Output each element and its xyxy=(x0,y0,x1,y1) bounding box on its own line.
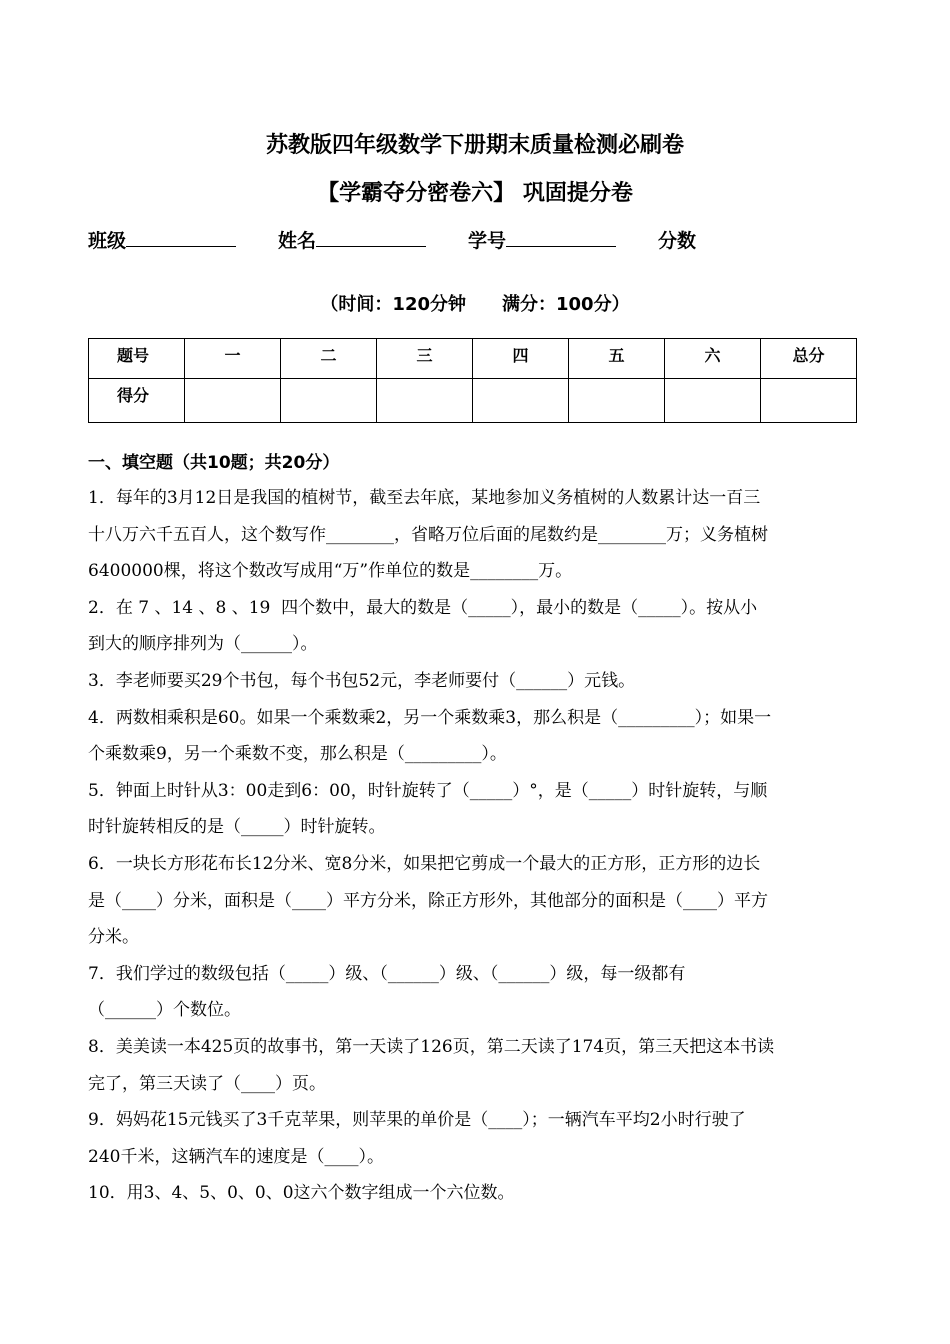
table-header: 五 xyxy=(569,339,665,379)
question-line: 到大的顺序排列为（______）。 xyxy=(88,634,318,655)
exam-title: 苏教版四年级数学下册期末质量检测必刷卷 xyxy=(265,133,684,158)
number-field[interactable] xyxy=(506,226,616,247)
question-line: 十八万六千五百人，这个数写作________，省略万位后面的尾数约是________万；义务植树 xyxy=(88,524,768,545)
number-label: 学号 xyxy=(468,230,507,252)
score-cell[interactable] xyxy=(569,379,665,423)
score-cell[interactable] xyxy=(473,379,569,423)
score-cell[interactable] xyxy=(665,379,761,423)
exam-subtitle: 【学霸夺分密卷六】 巩固提分卷 xyxy=(317,181,633,206)
score-cell[interactable] xyxy=(185,379,281,423)
row-label: 得分 xyxy=(89,379,185,423)
table-header: 三 xyxy=(377,339,473,379)
student-info xyxy=(88,226,696,253)
question-line: 2．在 7 、14 、8 、19 四个数中，最大的数是（_____），最小的数是（_____）。按从小 xyxy=(88,597,758,618)
score-label: 分数 xyxy=(658,230,697,252)
table-header: 总分 xyxy=(761,339,857,379)
class-label: 班级 xyxy=(88,230,127,252)
question-line: 分米。 xyxy=(88,927,139,948)
time-line: （时间：120分钟 满分：100分） xyxy=(320,294,630,315)
name-field[interactable] xyxy=(316,226,426,247)
table-header: 二 xyxy=(281,339,377,379)
question-line: （______）个数位。 xyxy=(88,1000,241,1021)
question-line: 9．妈妈花15元钱买了3千克苹果，则苹果的单价是（____）；一辆汽车平均2小时行驶了 xyxy=(88,1110,746,1131)
table-header: 四 xyxy=(473,339,569,379)
question-line: 是（____）分米，面积是（____）平方分米，除正方形外，其他部分的面积是（____）平方 xyxy=(88,890,768,911)
question-line: 5．钟面上时针从3：00走到6：00，时针旋转了（_____）°，是（_____）时针旋转，与顺 xyxy=(88,780,768,801)
question-line: 7．我们学过的数级包括（_____）级、（______）级、（______）级，每一级都有 xyxy=(88,963,686,984)
question-line: 完了，第三天读了（____）页。 xyxy=(88,1073,326,1094)
score-cell[interactable] xyxy=(761,379,857,423)
table-header: 一 xyxy=(185,339,281,379)
question-line: 1．每年的3月12日是我国的植树节，截至去年底，某地参加义务植树的人数累计达一百三 xyxy=(88,488,761,508)
question-line: 4．两数相乘积是60。如果一个乘数乘2，另一个乘数乘3，那么积是（_________）；如果一 xyxy=(88,707,772,728)
table-header: 题号 xyxy=(89,339,185,379)
class-field[interactable] xyxy=(126,226,236,247)
question-line: 10．用3、4、5、0、0、0这六个数字组成一个六位数。 xyxy=(88,1183,515,1204)
question-line: 6400000棵，将这个数改写成用“万”作单位的数是________万。 xyxy=(88,561,573,582)
score-cell[interactable] xyxy=(377,379,473,423)
score-table xyxy=(88,338,857,423)
question-line: 个乘数乘9，另一个乘数不变，那么积是（_________）。 xyxy=(88,744,507,765)
table-header: 六 xyxy=(665,339,761,379)
score-cell[interactable] xyxy=(281,379,377,423)
question-line: 8．美美读一本425页的故事书，第一天读了126页，第二天读了174页，第三天把这本书读 xyxy=(88,1037,775,1057)
question-line: 3．李老师要买29个书包，每个书包52元，李老师要付（______）元钱。 xyxy=(88,671,636,691)
section-heading: 一、填空题（共10题；共20分） xyxy=(88,453,340,473)
question-line: 6．一块长方形花布长12分米、宽8分米，如果把它剪成一个最大的正方形，正方形的边长 xyxy=(88,854,761,874)
table-header-row xyxy=(89,339,857,379)
question-line: 时针旋转相反的是（_____）时针旋转。 xyxy=(88,817,386,838)
table-score-row xyxy=(89,379,857,423)
name-label: 姓名 xyxy=(278,230,317,252)
question-line: 240千米，这辆汽车的速度是（____）。 xyxy=(88,1146,384,1167)
